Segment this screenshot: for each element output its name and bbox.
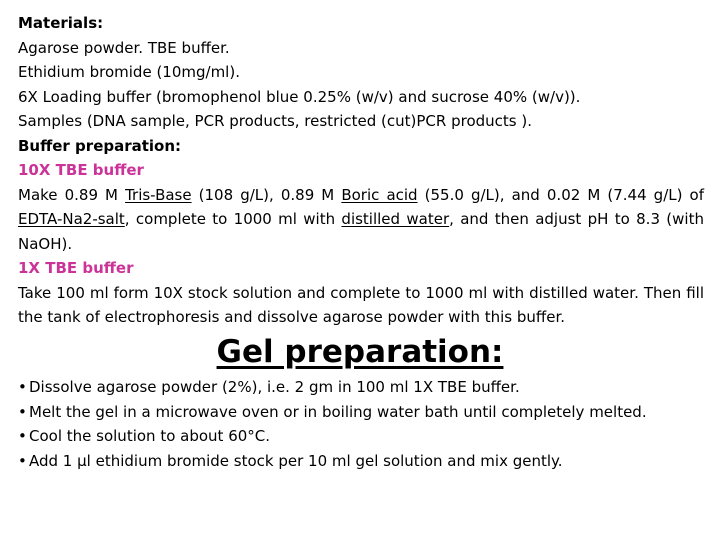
boric-acid-link[interactable]: Boric acid	[341, 185, 418, 204]
tbe-10x-text: , and then adjust pH to 8.3 (with NaOH).	[18, 210, 704, 253]
gel-preparation-title: Gel preparation:	[216, 334, 504, 370]
gel-step-text: Dissolve agarose powder (2%), i.e. 2 gm in 100 ml 1X TBE buffer.	[29, 378, 520, 396]
bullet-icon: •	[18, 427, 27, 445]
gel-step-text: Melt the gel in a microwave oven or in boiling water bath until completely melted.	[29, 402, 647, 421]
buffer-preparation-title: Buffer preparation:	[18, 136, 182, 155]
gel-steps-list	[18, 375, 708, 473]
tbe-1x-paragraph: Take 100 ml form 10X stock solution and complete to 1000 ml with distilled water. Then fill the tank of electrophoresis and dissolve agarose powder with this buffer.	[18, 283, 704, 326]
bullet-icon: •	[18, 451, 27, 470]
gel-step	[18, 375, 708, 400]
tbe-10x-title: 10X TBE buffer	[18, 161, 144, 179]
gel-step	[18, 449, 708, 474]
tbe-10x-paragraph	[18, 183, 704, 257]
bullet-icon: •	[18, 402, 27, 421]
bullet-icon: •	[18, 378, 27, 396]
materials-item: 6X Loading buffer (bromophenol blue 0.25% (w/v) and sucrose 40% (w/v)).	[18, 87, 581, 106]
gel-step-text: Cool the solution to about 60°C.	[29, 427, 271, 445]
gel-step-text: Add 1 µl ethidium bromide stock per 10 ml gel solution and mix gently.	[29, 451, 563, 470]
content-block	[18, 11, 704, 330]
distilled-water-link[interactable]: distilled water	[341, 210, 450, 228]
tbe-10x-text: , complete to 1000 ml with	[124, 210, 342, 228]
tbe-10x-text: Make 0.89 M	[18, 185, 126, 204]
materials-title: Materials:	[18, 14, 104, 32]
gel-step	[18, 400, 708, 425]
tbe-10x-text: (55.0 g/L), and 0.02 M (7.44 g/L) of	[417, 185, 704, 204]
materials-item: Agarose powder. TBE buffer.	[18, 38, 230, 57]
materials-item: Samples (DNA sample, PCR products, restricted (cut)PCR products ).	[18, 112, 532, 130]
materials-item: Ethidium bromide (10mg/ml).	[18, 63, 240, 81]
tbe-10x-text: (108 g/L), 0.89 M	[191, 185, 342, 204]
edta-link[interactable]: EDTA-Na2-salt	[18, 210, 125, 228]
tris-base-link[interactable]: Tris-Base	[125, 185, 192, 204]
gel-preparation-heading	[0, 331, 720, 373]
tbe-1x-title: 1X TBE buffer	[18, 259, 134, 277]
gel-step	[18, 424, 708, 449]
